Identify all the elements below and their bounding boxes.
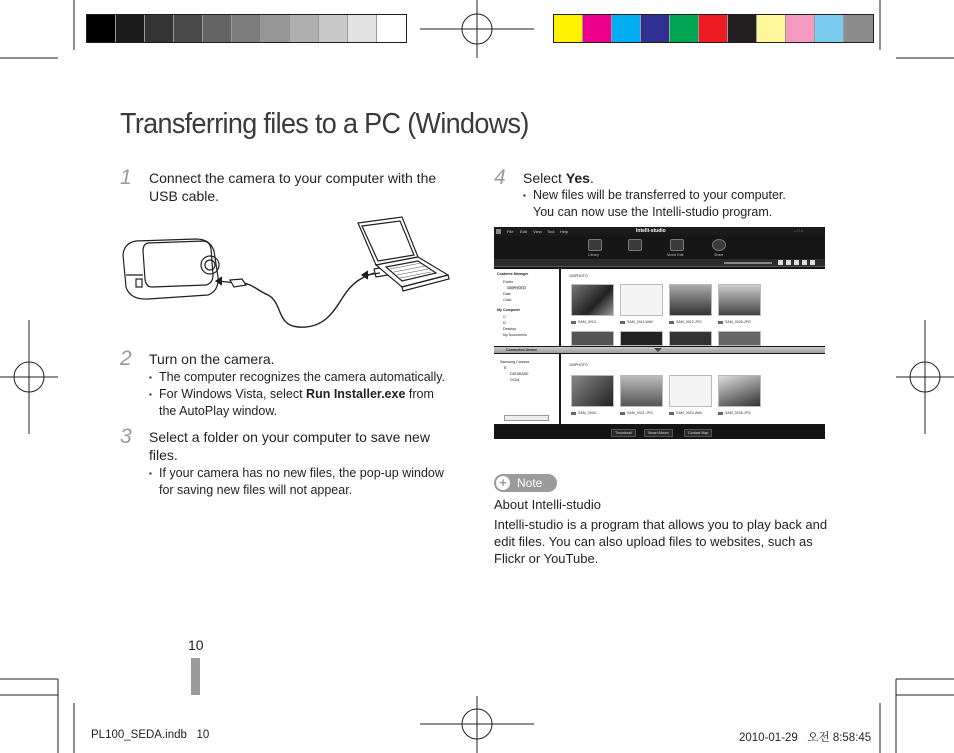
step-2-bullet-2-cont: the AutoPlay window. [159,404,278,418]
thumb-bottom-3-audio-icon [669,375,712,407]
thumb-bottom-1 [571,375,614,407]
intelli-studio-screenshot [494,227,825,439]
menu-edit: Edit [520,229,527,234]
menu-help: Help [560,229,569,234]
clapper-icon [670,239,684,251]
app-icon-row [494,239,825,259]
menu-tool: Tool [547,229,555,234]
smart-album-button: Smart Album [644,429,673,437]
page-number: 10 [188,637,204,653]
tree-drive-e: E: [504,366,508,370]
page-title: Transferring files to a PC (Windows) [120,108,529,140]
top-folder-label: 100PHOTO [569,274,588,278]
step-2-text: Turn on the camera. [149,351,275,367]
tree-desktop: Desktop [503,327,517,331]
plus-icon: + [496,476,510,490]
note-heading: About Intelli-studio [494,497,601,512]
thumb-top-4-label: SAM_0026.JPG [718,320,751,324]
step-4-bullet-1: ▪ New files will be transferred to your computer. [523,187,786,204]
thumb-top-2-label: SAM_0011.WAV [620,320,653,324]
step-4-number: 4 [494,166,506,189]
step-2-bullet-2 [149,386,434,403]
tree-database: DATABASE [510,372,529,376]
thumb-top-row2-1 [571,331,614,346]
thumb-bottom-2-label: SAM_0021.JPG [620,411,653,415]
step-1-text-line1: Connect the camera to your computer with the [149,170,437,186]
library-icon [588,239,602,251]
step-3-bullet-1-cont: for saving new files will not appear. [159,483,353,497]
menu-file: File [507,229,514,234]
step-2-number: 2 [120,347,132,370]
save-new-file-button [504,415,549,421]
slug-left: PL100_SEDA.indb 10 [91,729,210,741]
tree-contents-manager: Contents Manager [497,272,529,276]
bottom-thumbnail-pane [561,354,825,424]
step-4-text-pre: Select [523,170,566,186]
tree-100photo: 100PHOTO [507,286,526,290]
globe-icon [712,239,726,251]
step-4-bullet-1-cont: You can now use the Intelli-studio program. [533,205,773,219]
tree-folder: Folder [503,280,514,284]
share-label: Share [714,253,724,257]
app-bottom-bar [494,426,825,439]
step-2-bullet-2-pre: For Windows Vista, select [159,387,307,401]
library-label: Library [588,253,599,257]
tree-drive-c: C: [503,315,507,319]
step-2-bullet-2-post: from [405,387,434,401]
connected-device-label: Connected Device [506,348,538,352]
top-thumbnail-pane [561,269,825,346]
thumb-bottom-2 [620,375,663,407]
window-controls-icon: – □ × [794,228,804,233]
movie-edit-label: Movie Edit [667,253,684,257]
connected-device-divider [494,347,825,353]
yes-label: Yes [565,170,590,186]
tree-samsung-camera: Samsung Camera [500,360,529,364]
thumb-top-1-label: SAM_0010... [571,320,599,324]
thumb-bottom-4-label: SAM_0026.JPG [718,411,751,415]
thumb-top-row2-2 [620,331,663,346]
view-mode-buttons [778,260,818,265]
step-1-number: 1 [120,166,132,189]
app-toolbar [494,259,825,267]
contact-map-button: Contact Map [684,429,712,437]
step-2-bullet-1: ▪ The computer recognizes the camera automatically. [149,369,445,386]
step-4-text [523,169,594,187]
thumb-top-1 [571,284,614,316]
thumb-bottom-1-label: SAM_0004... [571,411,599,415]
run-installer-label: Run Installer.exe [306,387,406,401]
app-title: Intelli-studio [636,228,666,234]
bottom-tree-pane [494,354,559,424]
bottom-folder-label: 100PHOTO [569,363,588,367]
camera-usb-laptop-illustration [118,215,458,340]
thumb-top-row2-4 [718,331,761,346]
step-3-text-line1: Select a folder on your computer to save new [149,429,430,445]
thumb-top-row2-3 [669,331,712,346]
step-1-text-line2: USB cable. [149,188,220,204]
tree-date: Date [503,292,511,296]
chevron-down-icon [654,348,662,352]
thumb-top-2-audio-icon [620,284,663,316]
page-number-bar [191,658,200,695]
step-3-number: 3 [120,425,132,448]
step-4-text-post: . [589,170,594,186]
step-3-text-line2: files. [149,447,178,463]
top-tree-pane [494,269,559,346]
app-logo-icon [496,229,501,234]
menu-view: View [533,229,542,234]
note-body: Intelli-studio is a program that allows you to play back and edit files. You can also upload files to websites, such as Flickr or YouTube. [494,517,828,566]
thumb-top-4 [718,284,761,316]
step-3-bullet-1: ▪ If your camera has no new files, the pop-up window [149,465,444,482]
tree-color: Color [503,298,512,302]
note-badge-label: Note [517,476,543,490]
thumb-bottom-3-label: SAM_0024.WAV [669,411,703,415]
slug-right: 2010-01-29 오전 8:58:45 [739,732,872,744]
thumb-top-3-label: SAM_0012.JPG [669,320,702,324]
thumb-bottom-4 [718,375,761,407]
tree-my-documents: My Documents [503,333,527,337]
thumb-top-3 [669,284,712,316]
zoom-slider [724,262,772,264]
photo-edit-icon [628,239,642,251]
note-badge [494,474,557,492]
tree-my-computer: My Computer [497,308,520,312]
tree-drive-d: D: [503,321,507,325]
tree-dcim: DCIM [510,378,520,382]
thumbnail-button: Thumbnail [611,429,636,437]
